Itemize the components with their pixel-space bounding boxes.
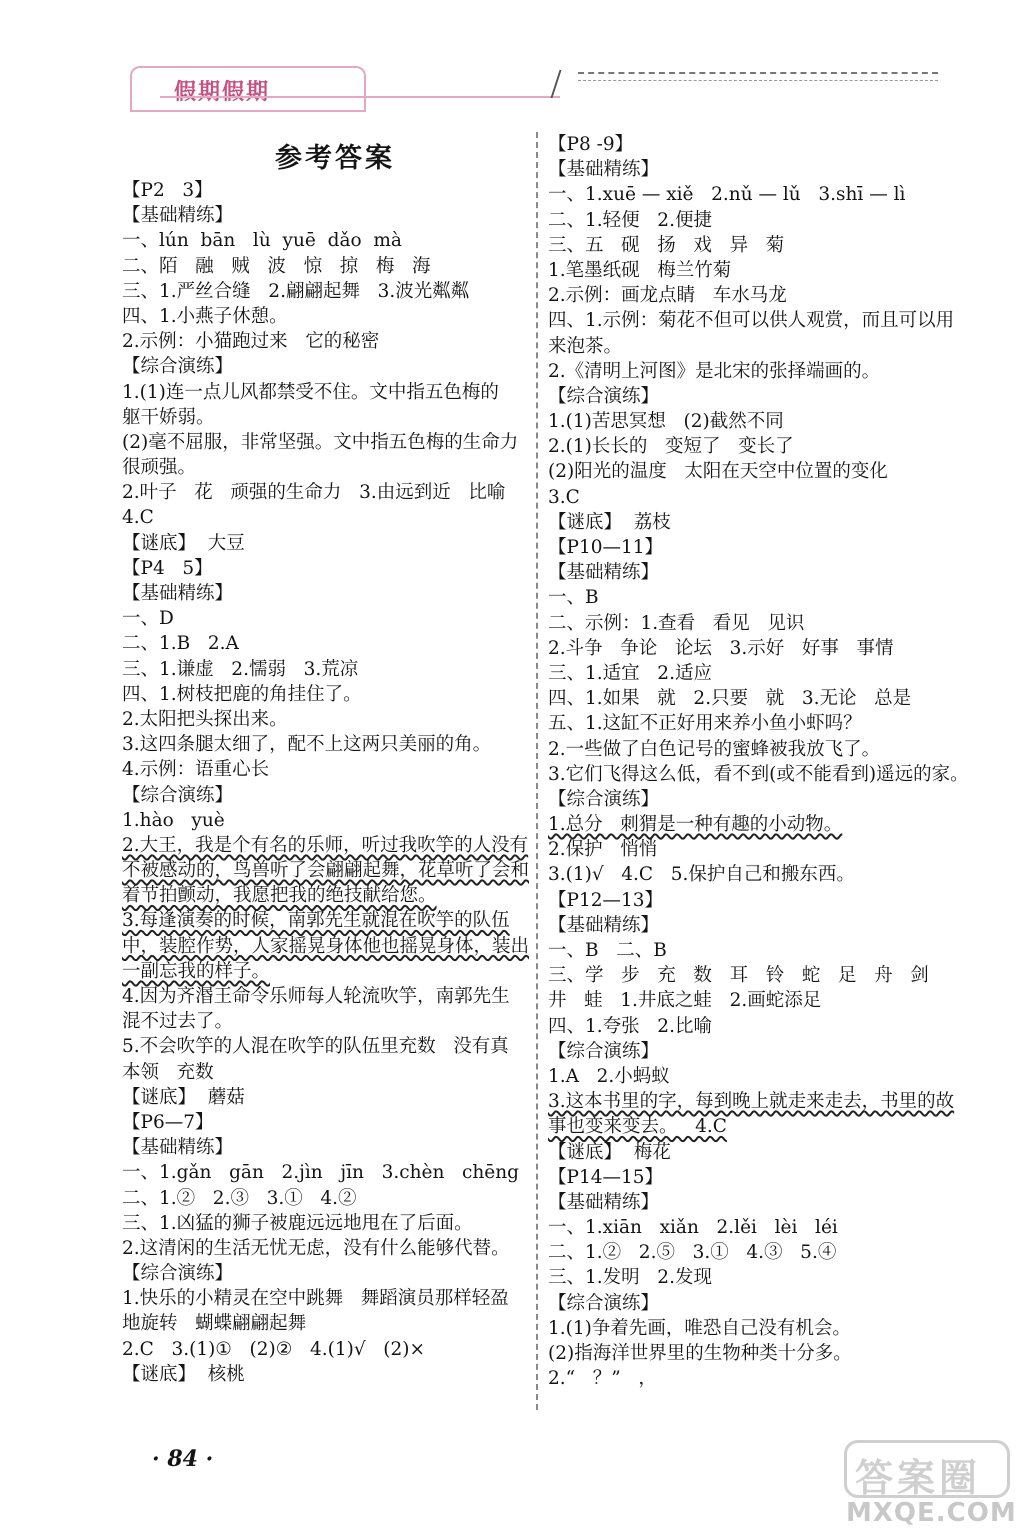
answer-line: 【P12—13】 (548, 889, 664, 911)
answer-line: 井 蛙 1.井底之蛙 2.画蛇添足 (548, 990, 822, 1012)
answer-line: 【综合演练】 (548, 788, 660, 810)
answer-line: 来泡茶。 (548, 335, 623, 357)
answer-line: 2.叶子 花 顽强的生命力 3.由远到近 比喻 (122, 482, 506, 504)
page-title: 参考答案 (275, 143, 395, 174)
answer-line: 【基础精练】 (548, 914, 660, 936)
answer-line: 【综合演练】 (548, 385, 660, 407)
answer-line: 【谜底】 大豆 (122, 532, 245, 554)
answer-line: 4.示例：语重心长 (122, 759, 270, 781)
answer-line: 三、1.严丝合缝 2.翩翩起舞 3.波光粼粼 (122, 280, 470, 302)
answer-line: (2)阳光的温度 太阳在天空中位置的变化 (548, 461, 888, 483)
answer-line: 1.笔墨纸砚 梅兰竹菊 (548, 259, 732, 281)
answer-line: 2.这清闲的生活无忧无虑，没有什么能够代替。 (122, 1237, 510, 1259)
answer-line: 二、陌 融 贼 波 惊 掠 梅 海 (122, 255, 431, 277)
answer-line: 三、1.凶猛的狮子被鹿远远地甩在了后面。 (122, 1212, 473, 1234)
answer-line: 【基础精练】 (122, 205, 234, 227)
answer-line: 【综合演练】 (548, 1292, 660, 1314)
answer-line: 2.“ ？” ， (548, 1368, 657, 1390)
answer-line: 2.一些做了白色记号的蜜蜂被我放飞了。 (548, 738, 881, 760)
answer-line: 3.它们飞得这么低，看不到(或不能看到)遥远的家。 (548, 763, 969, 785)
answer-line: 4.C (122, 507, 154, 529)
answer-line: 不被感动的，鸟兽听了会翩翩起舞，花草听了会和 (122, 860, 530, 882)
answer-line: 二、示例：1.查看 看见 见识 (548, 612, 805, 634)
answer-line: 2.保护 悄悄 (548, 839, 658, 861)
answer-line: 四、1.夸张 2.比喻 (548, 1015, 712, 1037)
answer-line: 一副忘我的样子。 (122, 960, 271, 982)
answer-line: 【P4 5】 (122, 557, 213, 579)
header-slash (550, 70, 561, 98)
answer-line: 4.因为齐湣王命令乐师每人轮流吹竽，南郭先生 (122, 986, 510, 1007)
answer-line: 【谜底】 荔枝 (548, 511, 671, 533)
answer-line: 【综合演练】 (122, 784, 234, 806)
answer-line: 【P2 3】 (122, 180, 213, 201)
answer-line: 3.每逢演奏的时候，南郭先生就混在吹竽的队伍 (122, 910, 510, 932)
answer-line: 二、1.② 2.⑤ 3.① 4.③ 5.④ (548, 1242, 837, 1264)
answer-line: 3.(1)√ 4.C 5.保护自己和搬东西。 (548, 864, 855, 886)
answer-line: 一、1.xuē — xiě 2.nǔ — lǔ 3.shī — lì (548, 184, 906, 206)
watermark-url: MXQE.COM (846, 1498, 1017, 1528)
answer-line: 2.大王，我是个有名的乐师，听过我吹竽的人没有 (122, 834, 529, 856)
answer-line: 一、1.xiān xiǎn 2.lěi lèi léi (548, 1217, 838, 1239)
answer-line: 四、1.如果 就 2.只要 就 3.无论 总是 (548, 688, 912, 710)
answer-line: 地旋转 蝴蝶翩翩起舞 (122, 1313, 307, 1335)
answer-line: 本领 充数 (122, 1061, 214, 1083)
header-tab (130, 66, 366, 112)
answer-line: 【基础精练】 (548, 1191, 660, 1213)
answer-line: 2.(1)长长的 变短了 变长了 (548, 436, 794, 458)
answer-line: (2)指海洋世界里的生物种类十分多。 (548, 1343, 852, 1364)
answer-line: 2.斗争 争论 论坛 3.示好 好事 事情 (548, 637, 894, 659)
answer-line: 1.hào yuè (122, 809, 225, 831)
answer-line: 三、1.发明 2.发现 (548, 1267, 712, 1289)
answer-line: 1.快乐的小精灵在空中跳舞 舞蹈演员那样轻盈 (122, 1288, 509, 1310)
answer-line: 2.《清明上河图》是北宋的张择端画的。 (548, 360, 881, 382)
header-rule (160, 96, 560, 98)
left-column (122, 178, 542, 1387)
answer-line: 二、1.② 2.③ 3.① 4.② (122, 1187, 357, 1209)
watermark-logo-text: 答案圈 (855, 1456, 982, 1500)
answer-line: 2.C 3.(1)① (2)② 4.(1)√ (2)× (122, 1338, 425, 1360)
header-dashed-rule (578, 72, 938, 74)
answer-line: 2.太阳把头探出来。 (122, 708, 288, 730)
answer-line: 3.这四条腿太细了，配不上这两只美丽的角。 (122, 734, 492, 756)
answer-line: 【谜底】 梅花 (548, 1141, 671, 1163)
answer-line: 【P8 -9】 (548, 134, 634, 155)
answer-line: 二、1.B 2.A (122, 633, 239, 655)
answer-line: 1.(1)连一点儿风都禁受不住。文中指五色梅的 (122, 381, 499, 403)
answer-line: 1.总分 刺猬是一种有趣的小动物。 (548, 814, 843, 836)
right-column (548, 132, 968, 1391)
answer-line: 【综合演练】 (122, 1263, 234, 1285)
answer-line: 着节拍颤动，我愿把我的绝技献给您。 (122, 885, 437, 907)
answer-line: 一、D (122, 608, 174, 630)
watermark (844, 1440, 1017, 1530)
answer-line: 事也变来变去。 4.C (548, 1116, 727, 1138)
answer-line: 【P6—7】 (122, 1111, 214, 1133)
answer-line: 五、1.这缸不正好用来养小鱼小虾吗？ (548, 713, 862, 735)
answer-line: 1.(1)争着先画，唯恐自己没有机会。 (548, 1317, 851, 1339)
answer-line: 【基础精练】 (122, 583, 234, 604)
answer-line: (2)毫不屈服，非常坚强。文中指五色梅的生命力 (122, 431, 519, 453)
page-number: · 84 · (152, 1446, 214, 1472)
answer-line: 二、1.轻便 2.便捷 (548, 209, 712, 231)
answer-line: 一、B (548, 587, 599, 609)
answer-line: 1.A 2.小蚂蚁 (548, 1065, 670, 1087)
answer-line: 三、1.谦虚 2.懦弱 3.荒凉 (122, 658, 359, 680)
answer-line: 【基础精练】 (548, 562, 660, 584)
answer-line: 2.示例：小猫跑过来 它的秘密 (122, 331, 380, 353)
answer-line: 中，装腔作势，人家摇晃身体他也摇晃身体，装出 (122, 935, 530, 957)
answer-line: 1.(1)苦思冥想 (2)截然不同 (548, 411, 784, 433)
header-brand: 假期假期 (174, 80, 271, 105)
answer-line: 【综合演练】 (122, 356, 234, 378)
answer-line: 【基础精练】 (122, 1137, 234, 1159)
answer-line: 三、学 步 充 数 耳 铃 蛇 足 舟 剑 (548, 965, 929, 987)
answer-line: 四、1.示例：菊花不但可以供人观赏，而且可以用 (548, 310, 955, 332)
answer-line: 很顽强。 (122, 457, 197, 479)
answer-line: 一、lún bān lù yuē dǎo mà (122, 230, 402, 252)
answer-line: 5.不会吹竽的人混在吹竽的队伍里充数 没有真 (122, 1036, 509, 1058)
answer-line: 三、五 砚 扬 戏 异 菊 (548, 234, 785, 256)
answer-line: 一、B 二、B (548, 940, 667, 961)
answer-line: 3.这本书里的字，每到晚上就走来走去，书里的故 (548, 1091, 955, 1113)
answer-line: 混不过去了。 (122, 1011, 234, 1033)
watermark-logo (844, 1440, 1010, 1498)
answer-line: 四、1.树枝把鹿的角挂住了。 (122, 683, 362, 705)
answer-line: 【谜底】 核桃 (122, 1363, 245, 1385)
answer-line: 2.示例：画龙点睛 车水马龙 (548, 285, 787, 307)
answer-line: 躯干娇弱。 (122, 406, 215, 428)
answer-line: 3.C (548, 486, 580, 508)
answer-line: 【P14—15】 (548, 1166, 664, 1188)
answer-line: 三、1.适宜 2.适应 (548, 662, 712, 684)
answer-line: 【综合演练】 (548, 1040, 660, 1062)
answer-line: 【谜底】 蘑菇 (122, 1086, 245, 1108)
header-dashed-rule-thin (578, 80, 938, 81)
answer-line: 【P10—11】 (548, 537, 664, 558)
answer-line: 【基础精练】 (548, 159, 660, 181)
answer-line: 一、1.gǎn gān 2.jìn jīn 3.chèn chēng (122, 1162, 519, 1184)
answer-line: 四、1.小燕子休憩。 (122, 305, 288, 327)
